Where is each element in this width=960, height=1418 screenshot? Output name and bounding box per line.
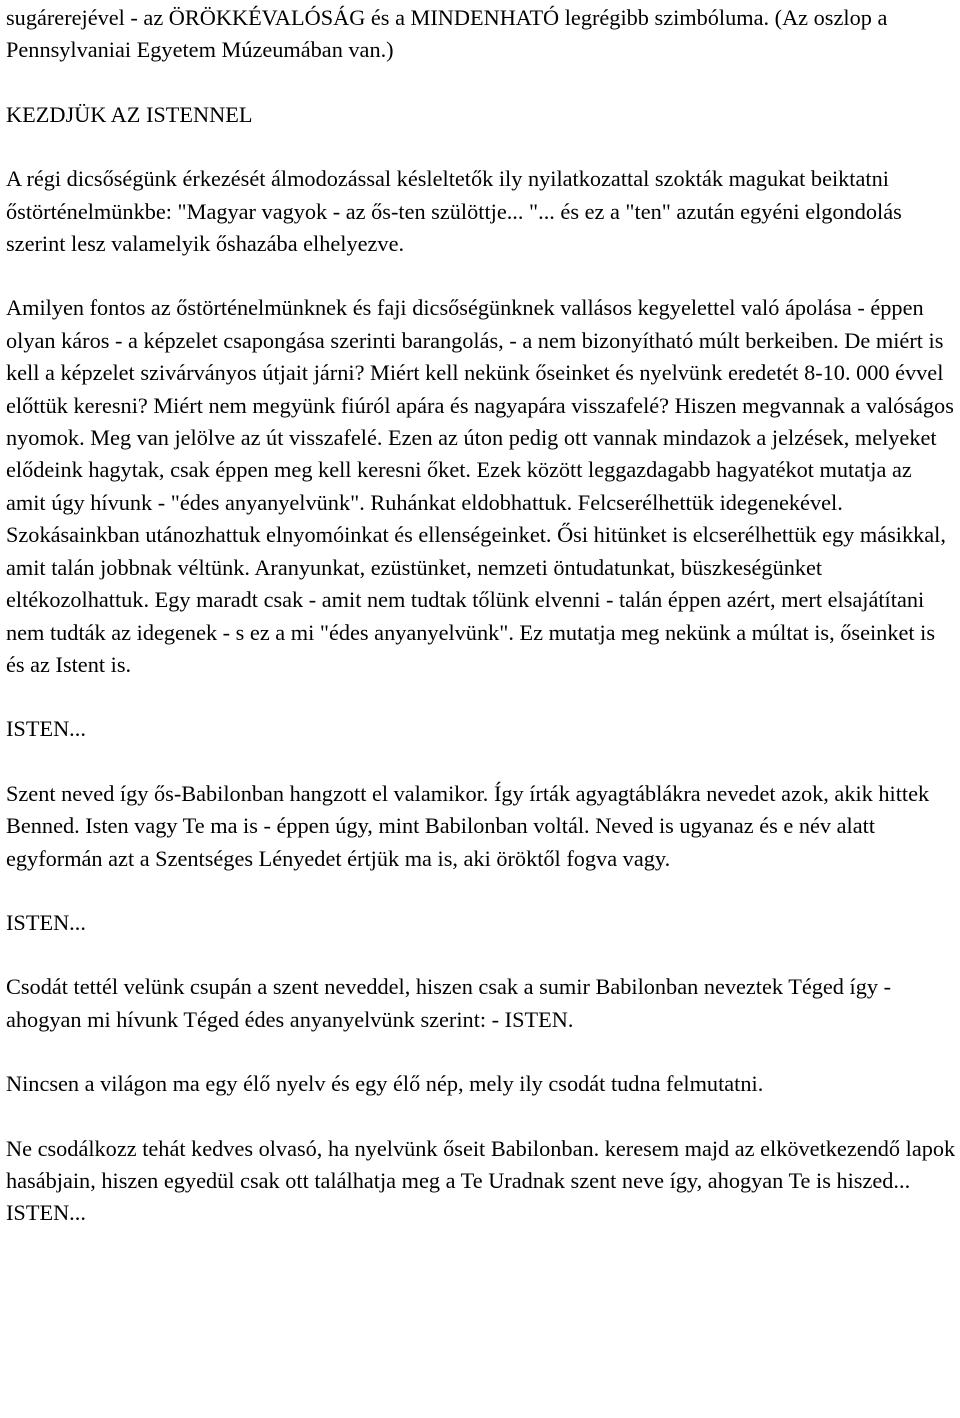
paragraph-main: Amilyen fontos az őstörténelmünknek és faji dicsőségünknek vallásos kegyelettel való ápolása - éppen olyan káros - a képzelet csapongása szerinti barangolás, - a nem bizonyítható múlt berkeiben. De miért is kell a képzelet szivárványos útjait járni? Miért kell nekünk őseinket és nyelvünk eredetét 8-10. 000 évvel előttük keresni? Miért nem megyünk fiúról apára és nagyapára visszafelé? Hiszen megvannak a valóságos nyomok. Meg van jelölve az út visszafelé. Ezen az úton pedig ott vannak mindazok a jelzések, melyeket elődeink hagytak, csak éppen meg kell keresni őket. Ezek között leggazdagabb hagyatékot mutatja az amit úgy hívunk - "édes anyanyelvünk". Ruhánkat eldobhattuk. Felcserélhettük idegenekével. Szokásainkban utánozhattuk elnyomóinkat és ellenségeinket. Ősi hitünket is elcserélhettük egy másikkal, amit talán jobbnak véltünk. Aranyunkat, ezüstünket, nemzeti öntudatunkat, büszkeségünket eltékozolhattuk. Egy maradt csak - amit nem tudtak tőlünk elvenni - talán éppen azért, mert elsajátítani nem tudták az idegenek - s ez a mi "édes anyanyelvünk". Ez mutatja meg nekünk a múltat is, őseinket is és az Istent is.: [6, 295, 954, 677]
paragraph-csoda: Csodát tettél velünk csupán a szent neveddel, hiszen csak a sumir Babilonban neveztek Téged így - ahogyan mi hívunk Téged édes anyanyelvünk szerint: - ISTEN.: [6, 974, 891, 1032]
paragraph-intro: A régi dicsőségünk érkezését álmodozással késleltetők ily nyilatkozattal szokták magukat beiktatni őstörténelmünkbe: "Magyar vagyok - az ős-ten szülöttje... "... és ez a "ten" azután egyéni elgondolás szerint lesz valamelyik őshazába elhelyezve.: [6, 166, 902, 257]
paragraph-closing: Ne csodálkozz tehát kedves olvasó, ha nyelvünk őseit Babilonban. keresem majd az elkövetkezendő lapok hasábjain, hiszen egyedül csak ott találhatja meg a Te Uradnak szent neve így, ahogyan Te is hiszed... ISTEN...: [6, 1135, 956, 1226]
paragraph-babilon: Szent neved így ős-Babilonban hangzott el valamikor. Így írták agyagtáblákra nevedet azok, akik hittek Benned. Isten vagy Te ma is - éppen úgy, mint Babilonban voltál. Neved is ugyanaz és e név alatt egyformán azt a Szentséges Lényedet értjük ma is, aki öröktől fogva vagy.: [6, 780, 930, 871]
paragraph-nincsen: Nincsen a világon ma egy élő nyelv és egy élő nép, mely ily csodát tudna felmutatni.: [6, 1071, 764, 1097]
document-page: [6, 2, 956, 1230]
paragraph-continuation: sugárerejével - az ÖRÖKKÉVALÓSÁG és a MINDENHATÓ legrégibb szimbóluma. (Az oszlop a Pennsylvaniai Egyetem Múzeumában van.): [6, 5, 888, 63]
exclamation-isten-1: ISTEN...: [6, 716, 86, 742]
section-heading: KEZDJÜK AZ ISTENNEL: [6, 101, 253, 127]
exclamation-isten-2: ISTEN...: [6, 909, 86, 935]
